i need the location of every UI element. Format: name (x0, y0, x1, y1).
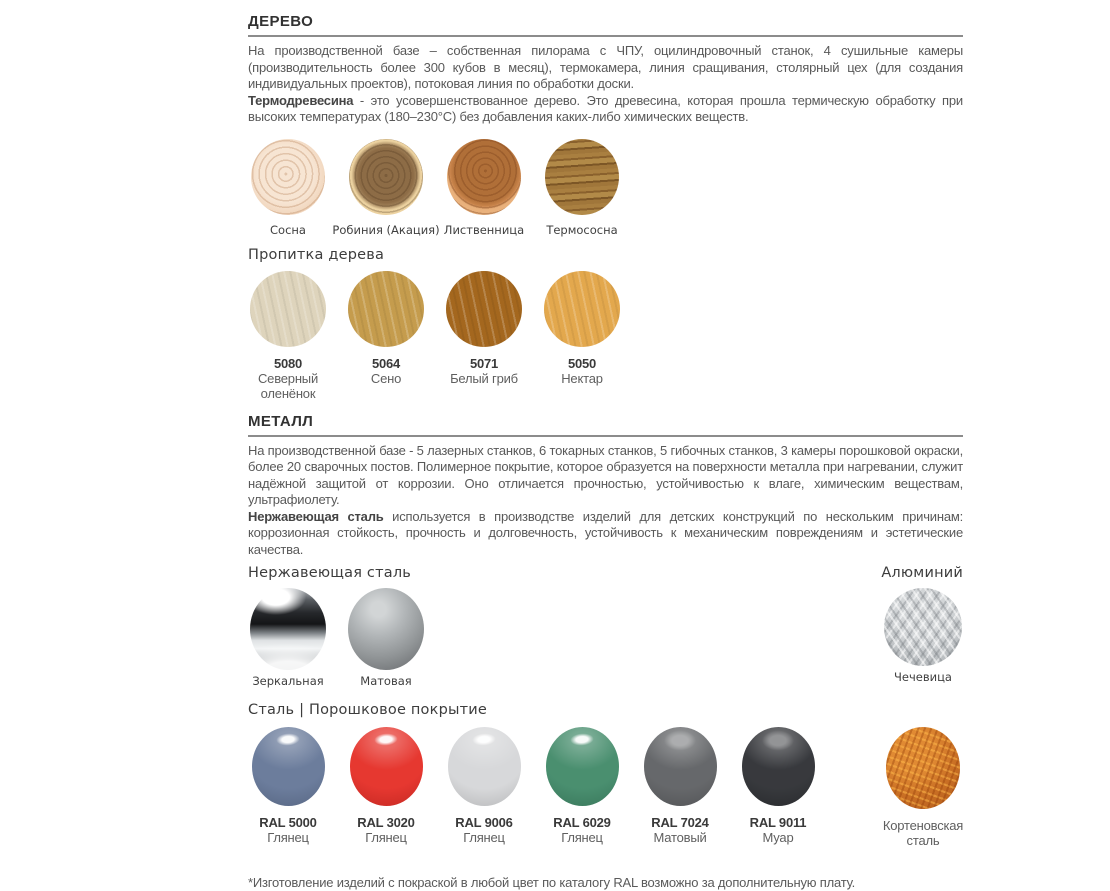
pine-slice-image (251, 139, 325, 215)
wood-sample-label: Термососна (546, 222, 618, 237)
powder-swatch-ral3020 (337, 727, 435, 845)
powder-swatch-ral9006 (435, 727, 533, 845)
ral-finish: Матовый (653, 830, 707, 845)
ral-color-sphere (252, 727, 325, 806)
metal-subsection-headings (248, 565, 963, 582)
wood-sample-larch (435, 139, 533, 237)
wood-sample-label: Сосна (270, 222, 306, 237)
ral-finish: Глянец (561, 830, 603, 845)
wood-thermo-paragraph (248, 93, 963, 126)
ral-color-sphere (350, 727, 423, 806)
powder-coating-title: Сталь | Порошковое покрытие (248, 702, 488, 718)
wood-sample-label: Робиния (Акация) (332, 222, 440, 237)
stainless-description: используется в производстве изделий для детских конструкций по нескольким причинам: коррозионная стойкость, прочность и долговечность, устойчивость к механическим повреждениям и эстетические качества. (248, 508, 963, 557)
matte-steel-sphere (348, 588, 424, 670)
stainless-term: Нержавеющая сталь (248, 508, 384, 524)
ral-color-sphere (546, 727, 619, 806)
wood-species-row (239, 139, 963, 237)
aluminium-sample-lentil (874, 588, 972, 684)
ral-finish: Глянец (463, 830, 505, 845)
impregnation-row (239, 271, 963, 401)
wood-section-title: ДЕРЕВО (248, 13, 314, 30)
powder-swatch-ral6029 (533, 727, 631, 845)
impregnation-color-circle (250, 271, 326, 347)
aluminium-title: Алюминий (881, 565, 963, 581)
thermopine-slice-image (545, 139, 619, 215)
wood-sample-thermopine (533, 139, 631, 237)
corten-steel-sample (874, 727, 972, 848)
impregnation-color-circle (544, 271, 620, 347)
mirror-steel-sphere (250, 588, 326, 670)
impregnation-code: 5050 (567, 355, 597, 371)
ral-finish: Глянец (267, 830, 309, 845)
ral-code: RAL 7024 (651, 815, 709, 830)
larch-slice-image (447, 139, 521, 215)
stainless-finish-label: Зеркальная (252, 674, 324, 688)
corten-steel-circle (886, 727, 960, 809)
powder-swatch-ral7024 (631, 727, 729, 845)
wood-sample-label: Лиственница (443, 222, 525, 237)
diamond-plate-circle (884, 588, 962, 666)
metal-section-title: МЕТАЛЛ (248, 412, 314, 430)
ral-footnote: *Изготовление изделий с покраской в любой цвет по каталогу RAL возможно за дополнительную плату. (248, 875, 856, 890)
aluminium-finish-label: Чечевица (894, 670, 952, 684)
impregnation-name: Сено (370, 370, 402, 386)
impregnation-color-circle (446, 271, 522, 347)
powder-swatch-ral9011 (729, 727, 827, 845)
ral-color-sphere (644, 727, 717, 806)
ral-color-sphere (448, 727, 521, 806)
impregnation-code: 5080 (273, 355, 303, 371)
powder-swatch-ral5000 (239, 727, 337, 845)
ral-color-sphere (742, 727, 815, 806)
impregnation-color-circle (348, 271, 424, 347)
stainless-sample-mirror (239, 588, 337, 688)
impregnation-name: Северный оленёнок (257, 370, 319, 401)
wood-intro-paragraph: На производственной базе – собственная пилорама с ЧПУ, оцилиндровочный станок, 4 сушильные камеры (производительность более 300 кубов в месяц), термокамера, линия сращивания, столярный цех (для создания индивидуальных проектов), потоковая линия по обработки доски. (248, 43, 963, 91)
ral-code: RAL 5000 (259, 815, 317, 830)
impregnation-name: Нектар (561, 370, 603, 386)
impregnation-title: Пропитка дерева (248, 246, 385, 263)
metal-stainless-paragraph (248, 509, 963, 559)
impregnation-swatch-5050 (533, 271, 631, 401)
impregnation-swatch-5064 (337, 271, 435, 401)
metal-section-divider (248, 435, 963, 437)
ral-code: RAL 9006 (455, 815, 513, 830)
stainless-finishes-row (239, 588, 963, 688)
impregnation-name: Белый гриб (450, 370, 518, 386)
impregnation-swatch-5071 (435, 271, 533, 401)
robinia-slice-image (349, 139, 423, 215)
impregnation-code: 5071 (469, 355, 499, 371)
impregnation-code: 5064 (371, 355, 401, 371)
corten-steel-label: Кортеновская сталь (882, 818, 964, 848)
wood-section-divider (248, 35, 963, 37)
stainless-finish-label: Матовая (360, 674, 412, 688)
powder-coating-row (239, 727, 964, 848)
ral-code: RAL 9011 (749, 815, 807, 830)
impregnation-swatch-5080 (239, 271, 337, 401)
thermo-term: Термодревесина (248, 92, 354, 108)
stainless-sample-matte (337, 588, 435, 688)
ral-finish: Глянец (365, 830, 407, 845)
ral-finish: Муар (762, 830, 794, 845)
ral-code: RAL 6029 (553, 815, 611, 830)
wood-sample-robinia (332, 139, 440, 237)
metal-intro-paragraph: На производственной базе - 5 лазерных станков, 6 токарных станков, 5 гибочных станков, 3 камеры порошковой окраски, более 20 сварочных постов. Полимерное покрытие, которое образуется на поверхности металла при нагревании, служит надёжной защитой от коррозии. Оно отличается прочностью, устойчивостью к влаге, химическим веществам, ультрафиолету. (248, 442, 963, 507)
stainless-title: Нержавеющая сталь (248, 565, 412, 581)
thermo-description: - это усовершенствованное дерево. Это древесина, которая прошла термическую обработку при высоких температурах (180–230°С) без добавления каких-либо химических веществ. (248, 92, 963, 124)
ral-code: RAL 3020 (357, 815, 415, 830)
wood-sample-pine (239, 139, 337, 237)
